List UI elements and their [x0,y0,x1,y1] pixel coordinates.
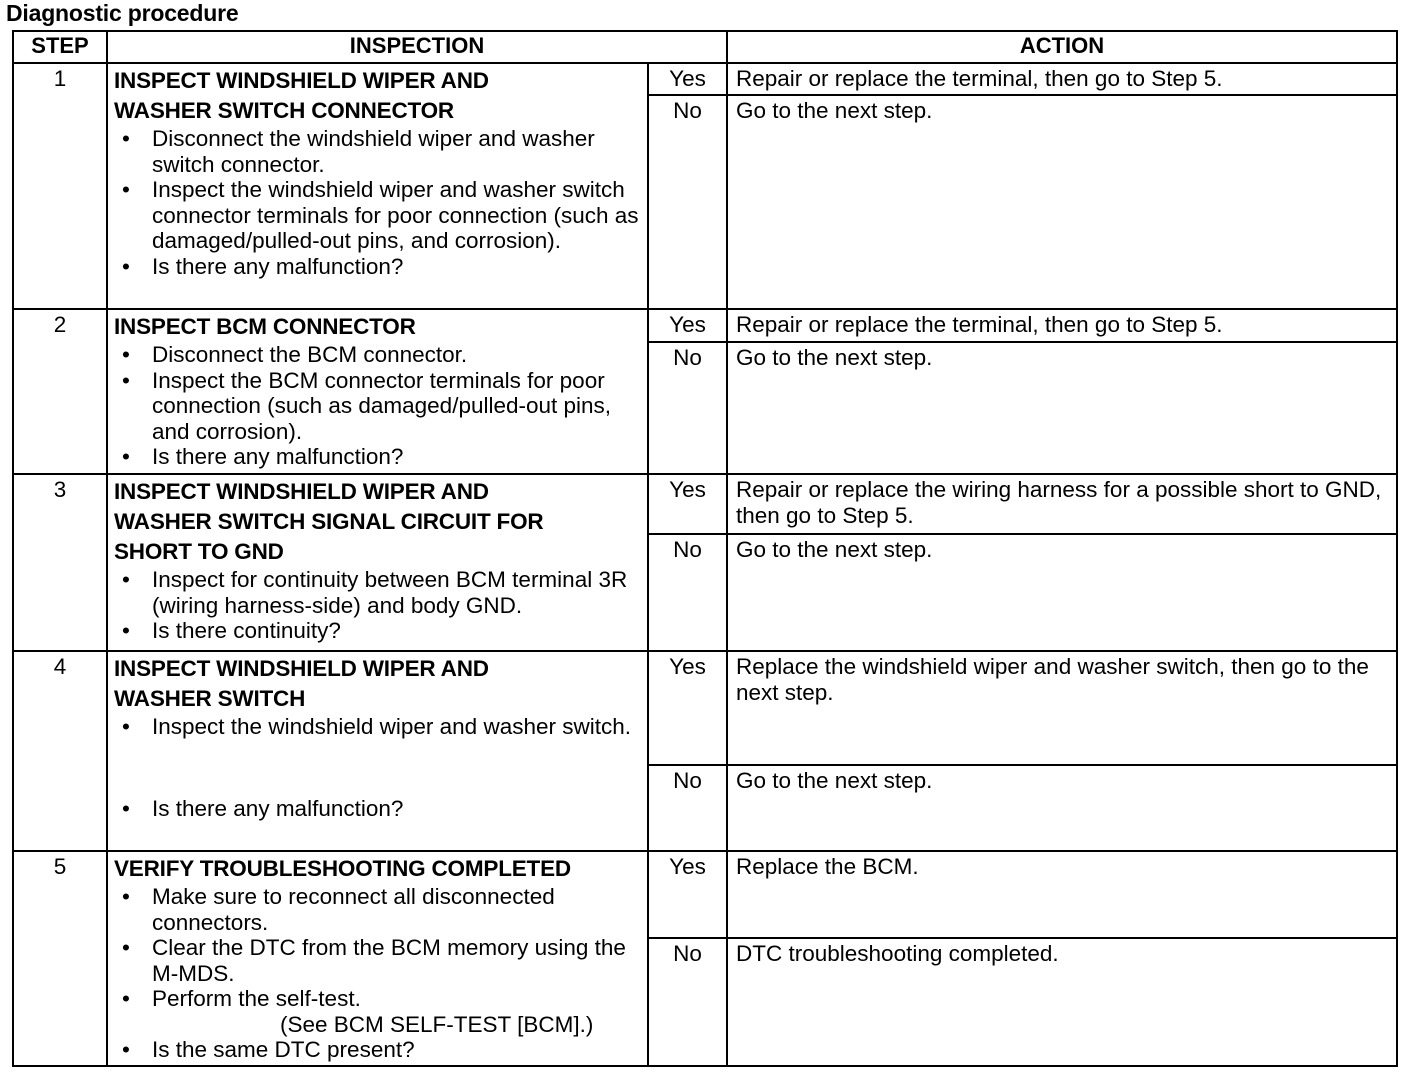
step-3-bullet-1: • Inspect for continuity between BCM terminal 3R (wiring harness-side) and body GND. [114,567,641,618]
step-5-yes-row [13,851,1397,938]
step-5-bullet-3-text: Perform the self-test. [152,986,361,1011]
header-step: STEP [13,31,107,63]
step-3-title-line-1: INSPECT WINDSHIELD WIPER AND [114,479,489,504]
step-2-no-action: Go to the next step. [727,342,1397,474]
step-5-yes-action: Replace the BCM. [727,851,1397,938]
step-1-title-line-1: INSPECT WINDSHIELD WIPER AND [114,68,489,93]
step-3-bullet-2: • Is there continuity? [114,618,641,644]
step-1-inspection [107,63,648,309]
step-5-bullet-1: • Make sure to reconnect all disconnected connectors. [114,884,641,935]
step-2-title-line-1: INSPECT BCM CONNECTOR [114,314,416,339]
page-title: Diagnostic procedure [6,0,239,26]
step-5-no-label: No [648,938,727,1066]
step-4-title-line-1: INSPECT WINDSHIELD WIPER AND [114,656,489,681]
step-1-bullet-3: • Is there any malfunction? [114,254,641,280]
step-1-bullet-2: • Inspect the windshield wiper and washer switch connector terminals for poor connection (such as damaged/pulled-out pins, and corrosion). [114,177,641,254]
step-2-bullet-2: • Inspect the BCM connector terminals for poor connection (such as damaged/pulled-out pins, and corrosion). [114,368,641,445]
step-1-yes-row [13,63,1397,95]
step-3-yes-label: Yes [648,474,727,534]
step-2-inspection [107,309,648,474]
step-1-no-label: No [648,95,727,309]
step-1-title-line-2: WASHER SWITCH CONNECTOR [114,98,454,123]
step-4-yes-label: Yes [648,651,727,765]
step-4-bullet-1: • Inspect the windshield wiper and washer switch. [114,714,641,740]
step-5-title-line-1: VERIFY TROUBLESHOOTING COMPLETED [114,856,571,881]
step-1-number: 1 [13,63,107,309]
step-2-bullet-3: • Is there any malfunction? [114,444,641,470]
header-inspection: INSPECTION [107,31,727,63]
step-2-yes-row [13,309,1397,342]
step-5-bullet-3 [114,986,641,1037]
step-4-no-label: No [648,765,727,851]
step-3-yes-action: Repair or replace the wiring harness for a possible short to GND, then go to Step 5. [727,474,1397,534]
step-4-inspection [107,651,648,851]
step-5-bullet-4: • Is the same DTC present? [114,1037,641,1063]
step-5-reference: (See BCM SELF-TEST [BCM].) [280,1011,594,1037]
step-2-bullet-1: • Disconnect the BCM connector. [114,342,641,368]
step-5-no-action: DTC troubleshooting completed. [727,938,1397,1066]
step-5-number: 5 [13,851,107,1066]
step-5-bullet-2: • Clear the DTC from the BCM memory using the M-MDS. [114,935,641,986]
step-3-number: 3 [13,474,107,651]
step-2-number: 2 [13,309,107,474]
step-3-title-line-3: SHORT TO GND [114,539,284,564]
step-1-yes-label: Yes [648,63,727,95]
step-4-bullet-2: • Is there any malfunction? [114,796,641,822]
step-3-no-action: Go to the next step. [727,534,1397,651]
step-3-inspection [107,474,648,651]
step-2-yes-label: Yes [648,309,727,342]
diagnostic-procedure-table [12,30,1398,1067]
step-2-yes-action: Repair or replace the terminal, then go to Step 5. [727,309,1397,342]
step-4-no-action: Go to the next step. [727,765,1397,851]
step-1-no-action: Go to the next step. [727,95,1397,309]
step-4-title-line-2: WASHER SWITCH [114,686,306,711]
step-3-title-line-2: WASHER SWITCH SIGNAL CIRCUIT FOR [114,509,544,534]
step-4-number: 4 [13,651,107,851]
step-3-yes-row [13,474,1397,534]
step-3-no-label: No [648,534,727,651]
header-row [13,31,1397,63]
step-4-yes-action: Replace the windshield wiper and washer switch, then go to the next step. [727,651,1397,765]
step-1-bullet-1: • Disconnect the windshield wiper and washer switch connector. [114,126,641,177]
step-5-yes-label: Yes [648,851,727,938]
step-5-inspection [107,851,648,1066]
header-action: ACTION [727,31,1397,63]
step-4-yes-row [13,651,1397,765]
step-2-no-label: No [648,342,727,474]
step-1-yes-action: Repair or replace the terminal, then go to Step 5. [727,63,1397,95]
